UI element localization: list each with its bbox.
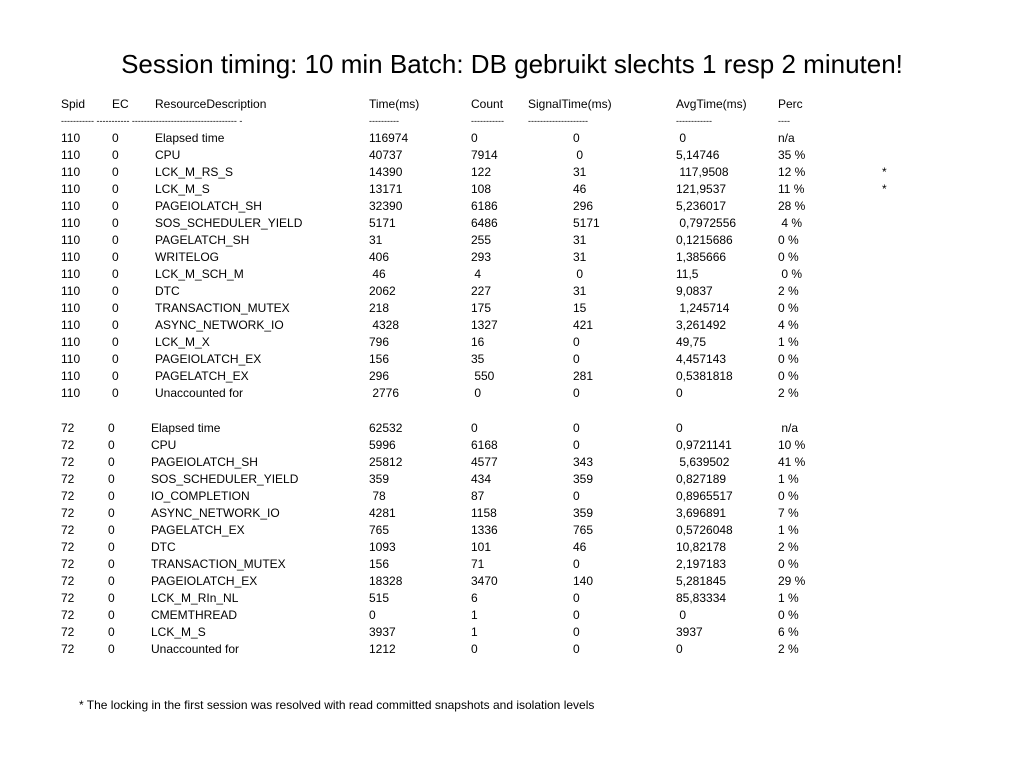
cell-perc: 0 %	[778, 250, 799, 264]
cell-resource: LCK_M_S	[151, 625, 206, 639]
cell-avg-time: 0	[676, 608, 687, 622]
cell-count: 1327	[471, 318, 498, 332]
table-row	[0, 522, 1024, 539]
cell-spid: 110	[61, 318, 81, 332]
table-header	[0, 96, 1024, 113]
cell-time: 765	[369, 523, 390, 537]
cell-signal-time: 140	[573, 574, 594, 588]
cell-ec: 0	[108, 489, 115, 503]
slide-title: Session timing: 10 min Batch: DB gebruikt slechts 1 resp 2 minuten!	[121, 49, 903, 79]
table-row	[0, 334, 1024, 351]
cell-resource: ASYNC_NETWORK_IO	[155, 318, 284, 332]
table-row	[0, 198, 1024, 215]
header-separator	[0, 113, 1024, 130]
cell-spid: 110	[61, 216, 81, 230]
cell-time: 31	[369, 233, 383, 247]
cell-resource: PAGELATCH_EX	[155, 369, 249, 383]
cell-count: 35	[471, 352, 485, 366]
cell-avg-time: 0	[676, 421, 683, 435]
cell-signal-time: 0	[573, 489, 580, 503]
cell-time: 5171	[369, 216, 396, 230]
table-row	[0, 641, 1024, 658]
cell-resource: Unaccounted for	[151, 642, 240, 656]
cell-perc: 6 %	[778, 625, 799, 639]
cell-count: 108	[471, 182, 492, 196]
cell-perc: n/a	[778, 421, 799, 435]
cell-avg-time: 0	[676, 131, 687, 145]
cell-time: 13171	[369, 182, 403, 196]
cell-avg-time: 5,639502	[676, 455, 730, 469]
cell-spid: 72	[61, 455, 75, 469]
cell-count: 6	[471, 591, 478, 605]
cell-resource: DTC	[151, 540, 176, 554]
cell-ec: 0	[108, 642, 115, 656]
separator-segment: -----------	[471, 116, 509, 126]
separator-segment: ----------- ----------- ----------------------------------- -	[61, 116, 243, 126]
cell-spid: 110	[61, 369, 81, 383]
cell-ec: 0	[108, 574, 115, 588]
cell-avg-time: 0,1215686	[676, 233, 733, 247]
cell-signal-time: 46	[573, 540, 587, 554]
cell-count: 175	[471, 301, 492, 315]
table-row	[0, 266, 1024, 283]
separator-segment: ----	[778, 116, 790, 126]
cell-time: 515	[369, 591, 390, 605]
cell-avg-time: 11,5	[676, 267, 699, 281]
cell-time: 78	[369, 489, 386, 503]
cell-perc: 0 %	[778, 267, 803, 281]
cell-perc: 0 %	[778, 352, 799, 366]
cell-avg-time: 5,236017	[676, 199, 727, 213]
cell-signal-time: 281	[573, 369, 594, 383]
cell-spid: 72	[61, 574, 75, 588]
header-time: Time(ms)	[369, 97, 420, 111]
cell-avg-time: 5,14746	[676, 148, 720, 162]
cell-time: 296	[369, 369, 390, 383]
cell-perc: 0 %	[778, 489, 799, 503]
cell-signal-time: 15	[573, 301, 587, 315]
separator-segment: --------------------	[528, 116, 588, 126]
cell-signal-time: 5171	[573, 216, 600, 230]
table-row	[0, 300, 1024, 317]
cell-ec: 0	[112, 182, 119, 196]
table-row	[0, 437, 1024, 454]
cell-resource: CPU	[151, 438, 177, 452]
cell-signal-time: 0	[573, 591, 580, 605]
cell-resource: TRANSACTION_MUTEX	[155, 301, 290, 315]
cell-spid: 110	[61, 352, 81, 366]
table-row	[0, 351, 1024, 368]
cell-ec: 0	[112, 165, 119, 179]
cell-count: 1	[471, 608, 478, 622]
cell-resource: LCK_M_RS_S	[155, 165, 234, 179]
cell-signal-time: 31	[573, 250, 587, 264]
table-row	[0, 130, 1024, 147]
cell-resource: LCK_M_SCH_M	[155, 267, 244, 281]
table-row	[0, 232, 1024, 249]
cell-time: 116974	[369, 131, 409, 145]
cell-resource: LCK_M_S	[155, 182, 210, 196]
cell-avg-time: 2,197183	[676, 557, 727, 571]
cell-spid: 72	[61, 642, 75, 656]
cell-spid: 110	[61, 199, 81, 213]
cell-count: 434	[471, 472, 492, 486]
cell-perc: 0 %	[778, 301, 799, 315]
table-row	[0, 488, 1024, 505]
cell-resource: Elapsed time	[155, 131, 225, 145]
cell-count: 122	[471, 165, 492, 179]
cell-perc: 41 %	[778, 455, 806, 469]
cell-signal-time: 31	[573, 284, 587, 298]
table-row	[0, 317, 1024, 334]
cell-time: 18328	[369, 574, 403, 588]
cell-spid: 110	[61, 148, 81, 162]
cell-perc: 7 %	[778, 506, 799, 520]
cell-spid: 72	[61, 472, 75, 486]
cell-resource: Elapsed time	[151, 421, 221, 435]
cell-perc: 0 %	[778, 233, 799, 247]
cell-perc: 11 %	[778, 182, 805, 196]
cell-count: 4577	[471, 455, 498, 469]
cell-time: 62532	[369, 421, 403, 435]
cell-count: 4	[471, 267, 482, 281]
table-row	[0, 147, 1024, 164]
cell-spid: 72	[61, 438, 75, 452]
cell-signal-time: 0	[573, 148, 584, 162]
cell-count: 3470	[471, 574, 498, 588]
cell-perc: 4 %	[778, 216, 803, 230]
cell-ec: 0	[112, 131, 119, 145]
cell-ec: 0	[112, 250, 119, 264]
separator-segment: ----------	[369, 116, 399, 126]
header-avg-time: AvgTime(ms)	[676, 97, 747, 111]
cell-resource: ASYNC_NETWORK_IO	[151, 506, 280, 520]
cell-perc: 1 %	[778, 472, 799, 486]
cell-avg-time: 4,457143	[676, 352, 727, 366]
cell-signal-time: 765	[573, 523, 594, 537]
cell-perc: 28 %	[778, 199, 806, 213]
cell-ec: 0	[108, 455, 115, 469]
cell-count: 101	[471, 540, 492, 554]
cell-time: 359	[369, 472, 390, 486]
cell-time: 1093	[369, 540, 396, 554]
cell-time: 1212	[369, 642, 396, 656]
cell-resource: PAGELATCH_EX	[151, 523, 245, 537]
cell-marker: *	[882, 165, 887, 179]
table-row	[0, 368, 1024, 385]
cell-avg-time: 3,696891	[676, 506, 727, 520]
cell-time: 156	[369, 557, 390, 571]
table-row	[0, 590, 1024, 607]
table-row	[0, 539, 1024, 556]
cell-avg-time: 49,75	[676, 335, 707, 349]
cell-perc: 1 %	[778, 523, 799, 537]
cell-signal-time: 0	[573, 642, 580, 656]
table-row	[0, 624, 1024, 641]
cell-perc: 0 %	[778, 557, 799, 571]
cell-signal-time: 0	[573, 421, 580, 435]
cell-ec: 0	[112, 318, 119, 332]
cell-count: 0	[471, 131, 478, 145]
cell-perc: 29 %	[778, 574, 806, 588]
cell-resource: PAGEIOLATCH_EX	[155, 352, 262, 366]
cell-ec: 0	[108, 591, 115, 605]
cell-ec: 0	[112, 301, 119, 315]
cell-count: 227	[471, 284, 492, 298]
cell-ec: 0	[112, 352, 119, 366]
cell-avg-time: 0,7972556	[676, 216, 737, 230]
cell-resource: SOS_SCHEDULER_YIELD	[155, 216, 303, 230]
cell-spid: 72	[61, 557, 75, 571]
cell-count: 0	[471, 386, 482, 400]
cell-time: 3937	[369, 625, 396, 639]
cell-avg-time: 0,9721141	[676, 438, 732, 452]
header-ec: EC	[112, 97, 129, 111]
cell-ec: 0	[108, 438, 115, 452]
cell-signal-time: 0	[573, 625, 580, 639]
cell-perc: 0 %	[778, 369, 799, 383]
cell-ec: 0	[112, 369, 119, 383]
cell-signal-time: 421	[573, 318, 594, 332]
cell-time: 32390	[369, 199, 403, 213]
cell-avg-time: 9,0837	[676, 284, 713, 298]
cell-spid: 110	[61, 267, 81, 281]
table-row	[0, 607, 1024, 624]
table-row	[0, 420, 1024, 437]
cell-spid: 72	[61, 591, 75, 605]
cell-resource: WRITELOG	[155, 250, 220, 264]
header-count: Count	[471, 97, 504, 111]
cell-ec: 0	[112, 335, 119, 349]
header-spid: Spid	[61, 97, 86, 111]
cell-time: 5996	[369, 438, 396, 452]
cell-perc: 12 %	[778, 165, 806, 179]
cell-count: 87	[471, 489, 485, 503]
cell-count: 0	[471, 421, 478, 435]
cell-signal-time: 0	[573, 267, 584, 281]
cell-ec: 0	[112, 199, 119, 213]
cell-count: 1158	[471, 506, 497, 520]
cell-time: 796	[369, 335, 390, 349]
cell-perc: 35 %	[778, 148, 806, 162]
cell-count: 1336	[471, 523, 498, 537]
cell-avg-time: 1,245714	[676, 301, 730, 315]
cell-avg-time: 1,385666	[676, 250, 727, 264]
cell-resource: IO_COMPLETION	[151, 489, 250, 503]
cell-avg-time: 5,281845	[676, 574, 727, 588]
cell-perc: 1 %	[778, 335, 799, 349]
cell-signal-time: 46	[573, 182, 587, 196]
cell-count: 1	[471, 625, 478, 639]
table-row	[0, 181, 1024, 198]
cell-resource: SOS_SCHEDULER_YIELD	[151, 472, 299, 486]
cell-signal-time: 0	[573, 557, 580, 571]
cell-spid: 110	[61, 233, 81, 247]
cell-perc: 2 %	[778, 284, 799, 298]
cell-signal-time: 31	[573, 165, 587, 179]
header-resource-description: ResourceDescription	[155, 97, 267, 111]
cell-count: 6186	[471, 199, 498, 213]
cell-time: 4328	[369, 318, 400, 332]
cell-ec: 0	[112, 284, 119, 298]
cell-count: 6486	[471, 216, 498, 230]
header-signal-time: SignalTime(ms)	[528, 97, 612, 111]
cell-spid: 72	[61, 421, 75, 435]
cell-spid: 110	[61, 182, 81, 196]
cell-perc: 10 %	[778, 438, 806, 452]
cell-avg-time: 0,5726048	[676, 523, 733, 537]
cell-spid: 110	[61, 131, 81, 145]
cell-signal-time: 343	[573, 455, 594, 469]
cell-spid: 72	[61, 608, 75, 622]
cell-resource: PAGEIOLATCH_SH	[155, 199, 262, 213]
cell-ec: 0	[108, 608, 115, 622]
cell-time: 2776	[369, 386, 400, 400]
cell-signal-time: 0	[573, 352, 580, 366]
table-row	[0, 215, 1024, 232]
cell-spid: 110	[61, 284, 81, 298]
cell-signal-time: 0	[573, 438, 580, 452]
cell-avg-time: 0,827189	[676, 472, 727, 486]
cell-ec: 0	[112, 267, 119, 281]
cell-spid: 72	[61, 540, 75, 554]
cell-spid: 110	[61, 250, 81, 264]
cell-resource: PAGELATCH_SH	[155, 233, 250, 247]
cell-count: 550	[471, 369, 495, 383]
cell-spid: 72	[61, 506, 75, 520]
cell-spid: 72	[61, 489, 75, 503]
cell-ec: 0	[112, 148, 119, 162]
cell-spid: 110	[61, 165, 81, 179]
cell-resource: PAGEIOLATCH_SH	[151, 455, 258, 469]
cell-count: 0	[471, 642, 478, 656]
cell-ec: 0	[112, 216, 119, 230]
cell-perc: 1 %	[778, 591, 799, 605]
cell-avg-time: 117,9508	[676, 165, 729, 179]
cell-avg-time: 0	[676, 386, 683, 400]
cell-ec: 0	[108, 506, 115, 520]
cell-signal-time: 296	[573, 199, 594, 213]
cell-signal-time: 31	[573, 233, 587, 247]
cell-time: 14390	[369, 165, 403, 179]
cell-avg-time: 85,83334	[676, 591, 727, 605]
cell-count: 7914	[471, 148, 498, 162]
cell-resource: PAGEIOLATCH_EX	[151, 574, 258, 588]
cell-time: 4281	[369, 506, 396, 520]
cell-time: 46	[369, 267, 386, 281]
cell-time: 156	[369, 352, 390, 366]
cell-resource: CPU	[155, 148, 181, 162]
cell-avg-time: 0,8965517	[676, 489, 733, 503]
cell-signal-time: 359	[573, 472, 594, 486]
cell-perc: 2 %	[778, 540, 799, 554]
cell-resource: LCK_M_X	[155, 335, 210, 349]
cell-avg-time: 3,261492	[676, 318, 727, 332]
cell-count: 6168	[471, 438, 498, 452]
cell-resource: LCK_M_RIn_NL	[151, 591, 239, 605]
cell-time: 40737	[369, 148, 403, 162]
cell-resource: TRANSACTION_MUTEX	[151, 557, 286, 571]
cell-perc: 4 %	[778, 318, 799, 332]
table-row	[0, 164, 1024, 181]
cell-perc: 2 %	[778, 386, 799, 400]
cell-ec: 0	[108, 557, 115, 571]
cell-avg-time: 0,5381818	[676, 369, 733, 383]
footnote: * The locking in the first session was resolved with read committed snapshots and isolation levels	[79, 698, 595, 712]
cell-avg-time: 0	[676, 642, 683, 656]
cell-perc: 2 %	[778, 642, 799, 656]
cell-ec: 0	[108, 472, 115, 486]
cell-count: 255	[471, 233, 492, 247]
cell-signal-time: 0	[573, 335, 580, 349]
cell-avg-time: 121,9537	[676, 182, 727, 196]
cell-spid: 72	[61, 625, 75, 639]
table-row	[0, 283, 1024, 300]
cell-time: 406	[369, 250, 390, 264]
cell-time: 2062	[369, 284, 396, 298]
table-row	[0, 249, 1024, 266]
cell-signal-time: 0	[573, 131, 580, 145]
cell-signal-time: 359	[573, 506, 594, 520]
table-row	[0, 385, 1024, 402]
table-row	[0, 471, 1024, 488]
cell-ec: 0	[112, 233, 119, 247]
cell-count: 293	[471, 250, 492, 264]
cell-resource: CMEMTHREAD	[151, 608, 237, 622]
cell-signal-time: 0	[573, 386, 580, 400]
cell-avg-time: 10,82178	[676, 540, 727, 554]
cell-resource: DTC	[155, 284, 180, 298]
cell-time: 25812	[369, 455, 403, 469]
cell-spid: 110	[61, 386, 81, 400]
separator-segment: ------------	[676, 116, 712, 126]
cell-perc: n/a	[778, 131, 795, 145]
cell-count: 71	[471, 557, 485, 571]
table-row	[0, 454, 1024, 471]
cell-avg-time: 3937	[676, 625, 703, 639]
cell-spid: 110	[61, 301, 81, 315]
cell-ec: 0	[108, 523, 115, 537]
cell-spid: 72	[61, 523, 75, 537]
cell-ec: 0	[108, 421, 115, 435]
cell-ec: 0	[108, 540, 115, 554]
cell-resource: Unaccounted for	[155, 386, 244, 400]
table-row	[0, 556, 1024, 573]
cell-spid: 110	[61, 335, 81, 349]
header-perc: Perc	[778, 97, 803, 111]
table-row	[0, 505, 1024, 522]
cell-signal-time: 0	[573, 608, 580, 622]
cell-time: 0	[369, 608, 376, 622]
cell-marker: *	[882, 182, 887, 196]
cell-perc: 0 %	[778, 608, 799, 622]
cell-ec: 0	[112, 386, 119, 400]
table-row	[0, 573, 1024, 590]
cell-count: 16	[471, 335, 485, 349]
cell-ec: 0	[108, 625, 115, 639]
cell-time: 218	[369, 301, 390, 315]
